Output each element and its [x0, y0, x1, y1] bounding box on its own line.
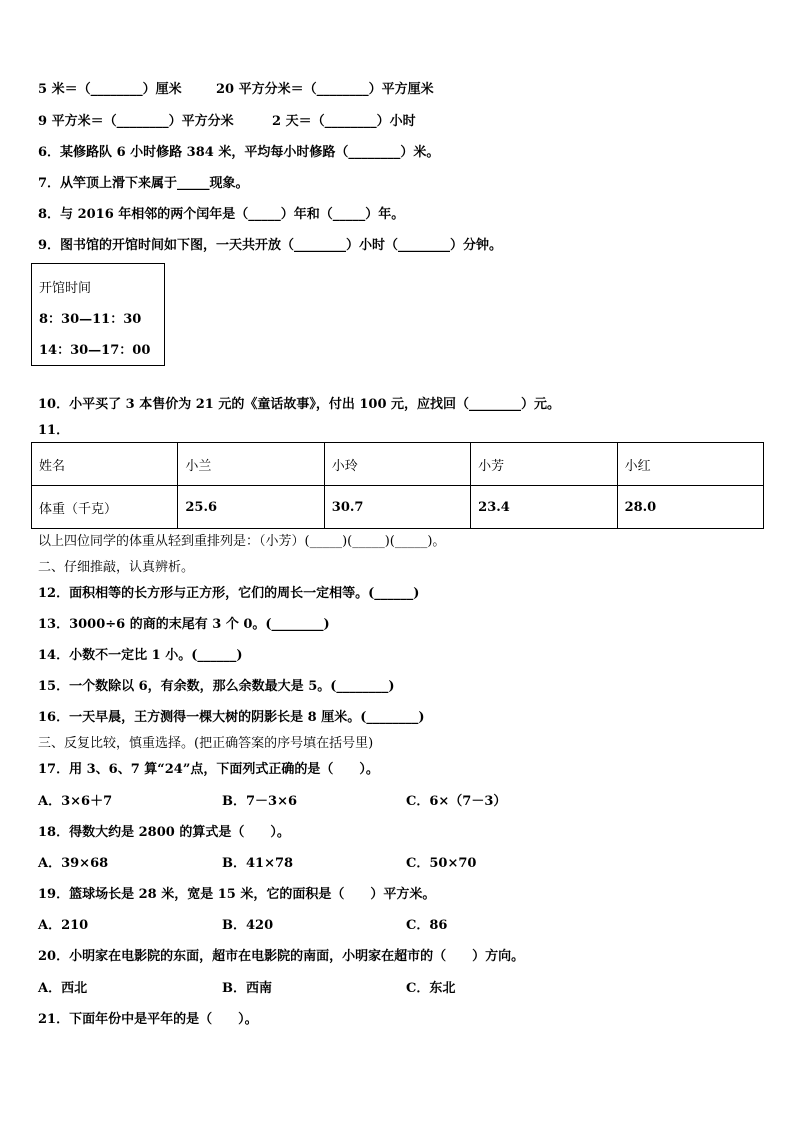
table-row: [32, 486, 764, 529]
open-hours-afternoon: 14：30—17：00: [39, 343, 151, 358]
table-cell: 23.4: [471, 486, 617, 529]
option-19-c: C．86: [406, 918, 448, 933]
option-18-a: A．39×68: [38, 856, 109, 871]
table-cell: 28.0: [617, 486, 763, 529]
table-cell: 小芳: [471, 443, 617, 486]
section-2-heading: 二、仔细推敲，认真辨析。: [38, 560, 195, 575]
question-15: 15．一个数除以 6，有余数，那么余数最大是 5。(________): [38, 679, 395, 694]
option-17-b: B．7－3×6: [222, 794, 298, 809]
option-20-b: B．西南: [222, 981, 272, 996]
table-cell: 姓名: [32, 443, 178, 486]
weight-table: [31, 442, 764, 529]
table-cell: 小红: [617, 443, 763, 486]
table-cell: 30.7: [324, 486, 470, 529]
table-cell: 25.6: [178, 486, 324, 529]
option-18-c: C．50×70: [406, 856, 477, 871]
open-hours-box: [31, 263, 165, 366]
table-cell: 小兰: [178, 443, 324, 486]
question-17: 17．用 3、6、7 算“24”点，下面列式正确的是（ ）。: [38, 762, 379, 777]
table-cell: 小玲: [324, 443, 470, 486]
question-9: 9．图书馆的开馆时间如下图，一天共开放（________）小时（________）分钟。: [38, 238, 503, 253]
line-2a: 9 平方米＝（________）平方分米: [38, 114, 234, 129]
question-8: 8．与 2016 年相邻的两个闰年是（_____）年和（_____）年。: [38, 207, 405, 222]
question-7: 7．从竿顶上滑下来属于_____现象。: [38, 176, 249, 191]
option-19-b: B．420: [222, 918, 274, 933]
option-17-c: C．6×（7－3）: [406, 794, 507, 809]
question-20: 20．小明家在电影院的东面，超市在电影院的南面，小明家在超市的（ ）方向。: [38, 949, 525, 964]
line-1b: 20 平方分米＝（________）平方厘米: [216, 82, 434, 97]
question-6: 6．某修路队 6 小时修路 384 米，平均每小时修路（________）米。: [38, 145, 440, 160]
question-13: 13．3000÷6 的商的末尾有 3 个 0。(________): [38, 617, 330, 632]
option-20-a: A．西北: [38, 981, 88, 996]
question-18: 18．得数大约是 2800 的算式是（ ）。: [38, 825, 290, 840]
question-12: 12．面积相等的长方形与正方形，它们的周长一定相等。(______): [38, 586, 420, 601]
option-20-c: C．东北: [406, 981, 456, 996]
option-17-a: A．3×6＋7: [38, 794, 113, 809]
section-3-heading: 三、反复比较，慎重选择。(把正确答案的序号填在括号里): [38, 736, 374, 751]
question-14: 14．小数不一定比 1 小。(______): [38, 648, 243, 663]
line-1a: 5 米＝（________）厘米: [38, 82, 182, 97]
open-hours-title: 开馆时间: [39, 281, 92, 296]
question-11: 11．: [38, 423, 70, 438]
option-19-a: A．210: [38, 918, 89, 933]
table-row: [32, 443, 764, 486]
question-16: 16．一天早晨，王方测得一棵大树的阴影长是 8 厘米。(________): [38, 710, 425, 725]
table-cell: 体重（千克）: [32, 486, 178, 529]
question-10: 10．小平买了 3 本售价为 21 元的《童话故事》，付出 100 元，应找回（________）元。: [38, 397, 561, 412]
question-21: 21．下面年份中是平年的是（ ）。: [38, 1012, 258, 1027]
option-18-b: B．41×78: [222, 856, 294, 871]
line-2b: 2 天＝（________）小时: [272, 114, 416, 129]
question-19: 19．篮球场长是 28 米，宽是 15 米，它的面积是（ ）平方米。: [38, 887, 436, 902]
open-hours-morning: 8：30—11：30: [39, 312, 142, 327]
question-11-answer: 以上四位同学的体重从轻到重排列是：（小芳）(_____)(_____)(_____)。: [38, 534, 446, 549]
